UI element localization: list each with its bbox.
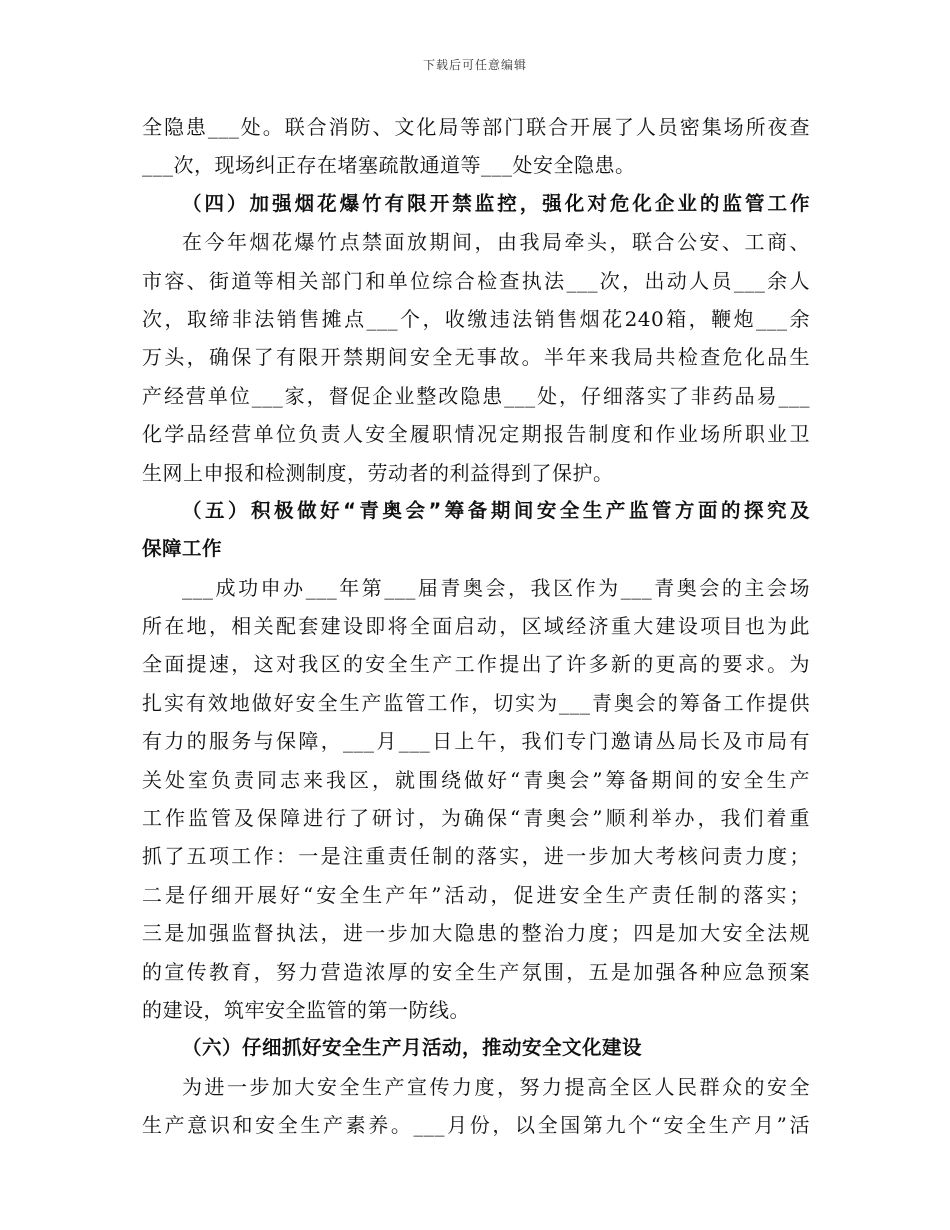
paragraph-line: 二是仔细开展好“安全生产年”活动，促进安全生产责任制的落实； <box>142 882 810 907</box>
paragraph-line: 生网上申报和检测制度，劳动者的利益得到了保护。 <box>142 460 614 485</box>
paragraph-line: 的宣传教育，努力营造浓厚的安全生产氛围，五是加强各种应急预案 <box>142 959 810 984</box>
paragraph-line: 生产意识和安全生产素养。___月份，以全国第九个“安全生产月”活 <box>142 1113 810 1138</box>
paragraph-line: 次，取缔非法销售摊点___个，收缴违法销售烟花240箱，鞭炮___余 <box>142 306 810 331</box>
paragraph-line: 工作监管及保障进行了研讨，为确保“青奥会”顺利举办，我们着重 <box>142 806 810 831</box>
paragraph-line: 有力的服务与保障，___月___日上午，我们专门邀请丛局长及市局有 <box>142 729 810 754</box>
section-heading-line: （六）仔细抓好安全生产月活动，推动安全文化建设 <box>182 1036 643 1060</box>
paragraph-line: ___次，现场纠正存在堵塞疏散通道等___处安全隐患。 <box>142 153 636 178</box>
paragraph-line: 在今年烟花爆竹点禁面放期间，由我局牵头，联合公安、工商、 <box>182 230 810 255</box>
paragraph-line: 为进一步加大安全生产宣传力度，努力提高全区人民群众的安全 <box>182 1074 810 1099</box>
paragraph-line: 化学品经营单位负责人安全履职情况定期报告制度和作业场所职业卫 <box>142 422 810 447</box>
section-heading-line: （五）积极做好“青奥会”筹备期间安全生产监管方面的探究及 <box>182 498 810 522</box>
paragraph-line: 的建设，筑牢安全监管的第一防线。 <box>142 997 470 1022</box>
paragraph-line: 关处室负责同志来我区，就围绕做好“青奥会”筹备期间的安全生产 <box>142 767 810 792</box>
paragraph-line: 产经营单位___家，督促企业整改隐患___处，仔细落实了非药品易___ <box>142 383 810 408</box>
paragraph-line: 全隐患___处。联合消防、文化局等部门联合开展了人员密集场所夜查 <box>142 115 810 139</box>
paragraph-line: 所在地，相关配套建设即将全面启动，区域经济重大建设项目也为此 <box>142 614 810 639</box>
paragraph-line: ___成功申办___年第___届青奥会，我区作为___青奥会的主会场 <box>182 575 810 600</box>
paragraph-line: 全面提速，这对我区的安全生产工作提出了许多新的更高的要求。为 <box>142 652 810 677</box>
paragraph-line: 市容、街道等相关部门和单位综合检查执法___次，出动人员___余人 <box>142 268 810 293</box>
paragraph-line: 万头，确保了有限开禁期间安全无事故。半年来我局共检查危化品生 <box>142 345 810 370</box>
page-header-note: 下载后可任意编辑 <box>422 58 527 72</box>
paragraph-line: 三是加强监督执法，进一步加大隐患的整治力度；四是加大安全法规 <box>142 921 810 946</box>
section-heading-line: （四）加强烟花爆竹有限开禁监控，强化对危化企业的监管工作 <box>182 191 810 215</box>
section-heading-line: 保障工作 <box>142 537 223 561</box>
paragraph-line: 抓了五项工作：一是注重责任制的落实，进一步加大考核问责力度； <box>142 844 810 869</box>
paragraph-line: 扎实有效地做好安全生产监管工作，切实为___青奥会的筹备工作提供 <box>142 690 810 715</box>
document-body <box>142 108 810 1145</box>
